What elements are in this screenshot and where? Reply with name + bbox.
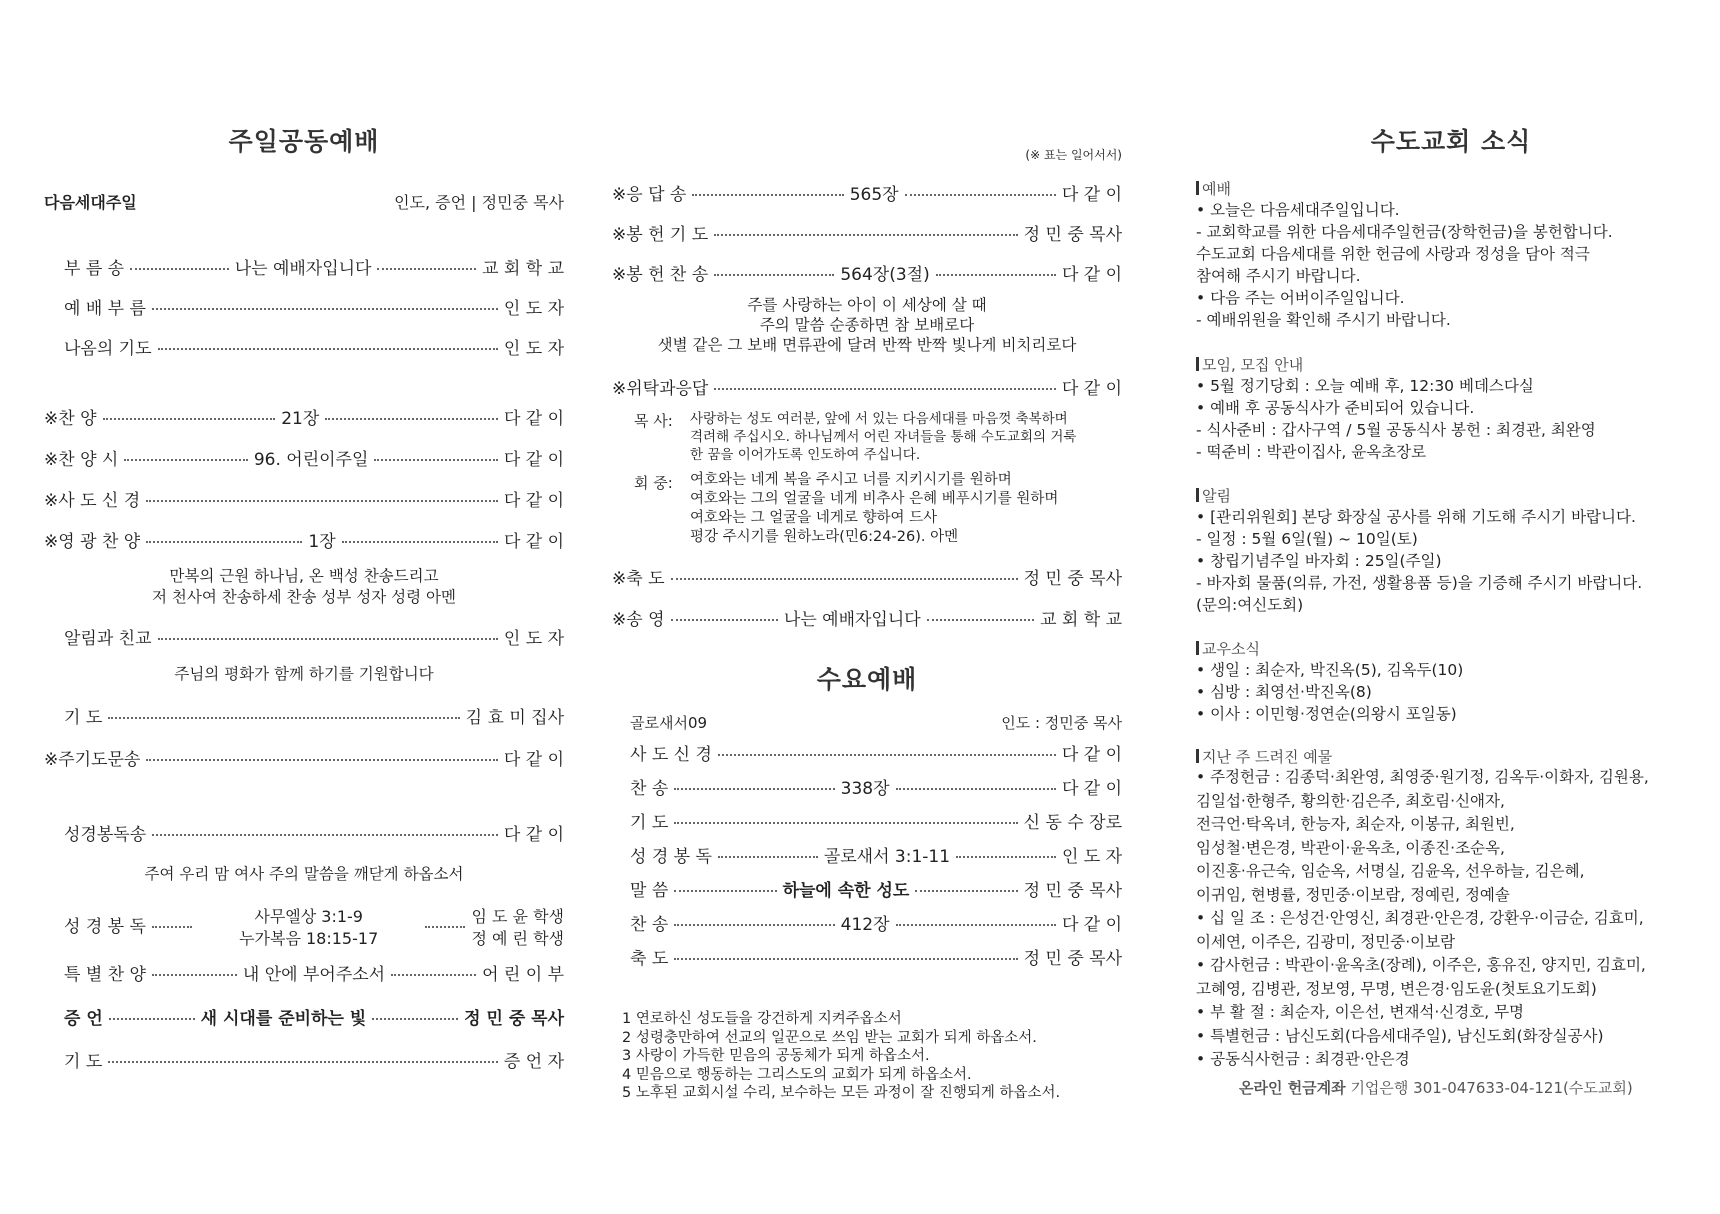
- order-row: 증 언 새 시대를 준비하는 빛 정 민 중 목사: [64, 1009, 565, 1029]
- order-row: 나옴의 기도 인 도 자: [64, 339, 564, 359]
- order-row: ※사 도 신 경 다 같 이: [44, 491, 564, 511]
- section-heading: 알림: [1196, 485, 1231, 506]
- peace-text: 주님의 평화가 함께 하기를 기원합니다: [174, 665, 434, 683]
- section-heading: 교우소식: [1196, 638, 1260, 659]
- order-row: 특 별 찬 양 내 안에 부어주소서 어 린 이 부: [64, 965, 564, 985]
- sunday-service-column: [44, 0, 564, 1214]
- next-generation-sunday: 다음세대주일: [44, 193, 137, 212]
- wednesday-book: 골로새서09: [630, 714, 708, 732]
- prayer-list: [622, 1010, 1060, 1103]
- prayer-item: 1 연로하신 성도들을 강건하게 지켜주옵소서: [622, 1011, 902, 1027]
- section-heading: 예배: [1196, 178, 1231, 199]
- sunday-service-title: 주일공동예배: [228, 127, 380, 156]
- prayer-item: 5 노후된 교회시설 수리, 보수하는 모든 과정이 잘 진행되게 하옵소서.: [622, 1085, 1061, 1101]
- church-news-column: [1196, 0, 1706, 1214]
- reading-prayer: 주여 우리 맘 여사 주의 말씀을 깨닫게 하옵소서: [144, 865, 464, 883]
- glory-lyrics-1: 만복의 근원 하나님, 온 백성 찬송드리고: [169, 567, 439, 585]
- order-row: ※축 도 정 민 중 목사: [612, 569, 1122, 589]
- offering-hymn-line-3: 샛별 같은 그 보배 면류관에 달려 반짝 반짝 빛나게 비치리로다: [657, 336, 1077, 354]
- order-row: 축 도 정 민 중 목사: [630, 949, 1122, 969]
- congregation-text: 여호와는 네게 복을 주시고 너를 지키시기를 원하며 여호와는 그의 얼굴을 네게 비추사 은혜 베푸시기를 원하며 여호와는 그 얼굴을 네게로 향하여 드사 평강 주시기를 원하노라(민6:24-26). 아멘: [690, 472, 1059, 545]
- order-row: ※위탁과응답 다 같 이: [612, 379, 1122, 399]
- order-row: 찬 송 338장 다 같 이: [630, 779, 1123, 799]
- glory-lyrics-2: 저 천사여 찬송하세 찬송 성부 성자 성령 아멘: [151, 588, 456, 606]
- section-heading: 지난 주 드려진 예물: [1196, 746, 1332, 767]
- offering-hymn-line-1: 주를 사랑하는 아이 이 세상에 살 때: [747, 296, 987, 314]
- prayer-item: 3 사랑이 가득한 믿음의 공동체가 되게 하옵소서.: [622, 1048, 930, 1064]
- order-row: ※주기도문송 다 같 이: [44, 750, 564, 770]
- news-lines: • 생일 : 최순자, 박진옥(5), 김옥두(10) • 심방 : 최영선·박진옥(8) • 이사 : 이민형·정연순(의왕시 포일동): [1196, 661, 1464, 723]
- news-lines: • 오늘은 다음세대주일입니다. - 교회학교를 위한 다음세대주일헌금(장학헌금)을 봉헌합니다. 수도교회 다음세대를 위한 헌금에 사랑과 정성을 담아 적극 참여해 주시기 바랍니다. • 다음 주는 어버이주일입니다. - 예배위원을 확인해 주시기 바랍니다.: [1196, 201, 1613, 329]
- congregation-label: 회 중:: [634, 474, 673, 492]
- news-lines: • 5월 정기당회 : 오늘 예배 후, 12:30 베데스다실 • 예배 후 공동식사가 준비되어 있습니다. - 식사준비 : 갑사구역 / 5월 공동식사 봉헌 : 최경관, 최완영 - 떡준비 : 박관이집사, 윤옥초장로: [1196, 377, 1596, 461]
- order-row: 예 배 부 름 인 도 자: [64, 299, 564, 319]
- offering-lines: • 주정헌금 : 김종덕·최완영, 최영중·원기정, 김옥두·이화자, 김원용, 김일섭·한형주, 황의한·김은주, 최호림·신애자, 전극언·탁옥녀, 한능자, 최순자, 이봉규, 최원빈, 임성철·변은경, 박관이·윤옥초, 이종진·조순옥, 이진홍·유근숙, 임순옥, 서명실, 김윤옥, 선우하늘, 김은혜, 이귀임, 현병률, 정민중·이보람, 정예린, 정예솔 • 십 일 조 : 은성건·안영신, 최경관·안은경, 강환우·이금순, 김효미, 이세연, 이주은, 김광미, 정민중·이보람 • 감사헌금 : 박관이·윤옥초(장례), 이주은, 홍유진, 양지민, 김효미, 고혜영, 김병관, 정보영, 무명, 변은경·임도윤(첫토요기도회) • 부 활 절 : 최순자, 이은선, 변재석·신경호, 무명 • 특별헌금 : 남신도회(다음세대주일), 남신도회(화장실공사) • 공동식사헌금 : 최경관·안은경: [1196, 768, 1649, 1068]
- order-row: 기 도 김 효 미 집사: [64, 708, 564, 728]
- order-row: 성경봉독송 다 같 이: [64, 825, 564, 845]
- reading-2: 누가복음 18:15-17: [239, 929, 379, 948]
- section-heading: 모임, 모집 안내: [1196, 354, 1303, 375]
- wednesday-service-title: 수요예배: [816, 665, 918, 694]
- order-row: ※찬 양 시 96. 어린이주일 다 같 이: [44, 450, 564, 470]
- order-row: 부 름 송 나는 예배자입니다 교 회 학 교: [64, 259, 565, 279]
- prayer-item: 2 성령충만하여 선교의 일꾼으로 쓰임 받는 교회가 되게 하옵소서.: [622, 1029, 1037, 1046]
- leader-info: 인도, 증언 | 정민중 목사: [394, 193, 564, 212]
- church-news-title: 수도교회 소식: [1370, 127, 1532, 156]
- order-row: 알림과 친교 인 도 자: [64, 629, 564, 649]
- order-row: 사 도 신 경 다 같 이: [630, 745, 1122, 765]
- prayer-item: 4 믿음으로 행동하는 그리스도의 교회가 되게 하옵소서.: [622, 1066, 972, 1083]
- news-lines: • [관리위원회] 본당 화장실 공사를 위해 기도해 주시기 바랍니다. - 일정 : 5월 6일(월) ~ 10일(토) • 창립기념주일 바자회 : 25일(주일) - 바자회 물품(의류, 가전, 생활용품 등)을 기증해 주시기 바랍니다. (문의:여신도회): [1196, 508, 1643, 614]
- standing-note: (※ 표는 일어서서): [1025, 148, 1122, 162]
- online-account: [1239, 1077, 1633, 1098]
- order-row: 성 경 봉 독 골로새서 3:1-11 인 도 자: [630, 847, 1123, 867]
- order-row: 기 도 증 언 자: [64, 1052, 564, 1072]
- order-row: ※영 광 찬 양 1장 다 같 이: [44, 532, 565, 552]
- pastor-label: 목 사:: [634, 412, 673, 430]
- order-row: ※봉 헌 기 도 정 민 중 목사: [612, 225, 1122, 245]
- account-number: 기업은행 301-047633-04-121(수도교회): [1350, 1079, 1633, 1097]
- order-row: ※봉 헌 찬 송 564장(3절) 다 같 이: [612, 265, 1123, 285]
- reader-1: 임 도 윤 학생: [471, 907, 564, 926]
- order-row: ※응 답 송 565장 다 같 이: [612, 185, 1122, 205]
- sunday-service-continued-column: [612, 0, 1122, 1214]
- order-row: 말 씀 하늘에 속한 성도 정 민 중 목사: [630, 881, 1122, 901]
- offering-hymn-line-2: 주의 말씀 순종하면 참 보배로다: [759, 316, 975, 334]
- order-row: 기 도 신 동 수 장로: [630, 813, 1122, 833]
- account-label: 온라인 헌금계좌: [1239, 1079, 1346, 1097]
- reading-1: 사무엘상 3:1-9: [254, 907, 363, 926]
- wednesday-leader: 인도 : 정민중 목사: [1001, 714, 1122, 732]
- pastor-text: 사랑하는 성도 여러분, 앞에 서 있는 다음세대를 마음껏 축복하며 격려해 주십시오. 하나님께서 어린 자녀들을 통해 수도교회의 거룩 한 꿈을 이어가도록 인도하여 주십니다.: [690, 411, 1077, 463]
- reader-2: 정 예 린 학생: [471, 929, 564, 948]
- order-row: 찬 송 412장 다 같 이: [630, 915, 1123, 935]
- order-row: ※찬 양 21장 다 같 이: [44, 409, 565, 429]
- order-row-reading: 성 경 봉 독 사무엘상 3:1-9 누가복음 18:15-17 임 도 윤 학생 정 예 린 학생: [64, 907, 564, 948]
- order-row: ※송 영 나는 예배자입니다 교 회 학 교: [612, 610, 1122, 630]
